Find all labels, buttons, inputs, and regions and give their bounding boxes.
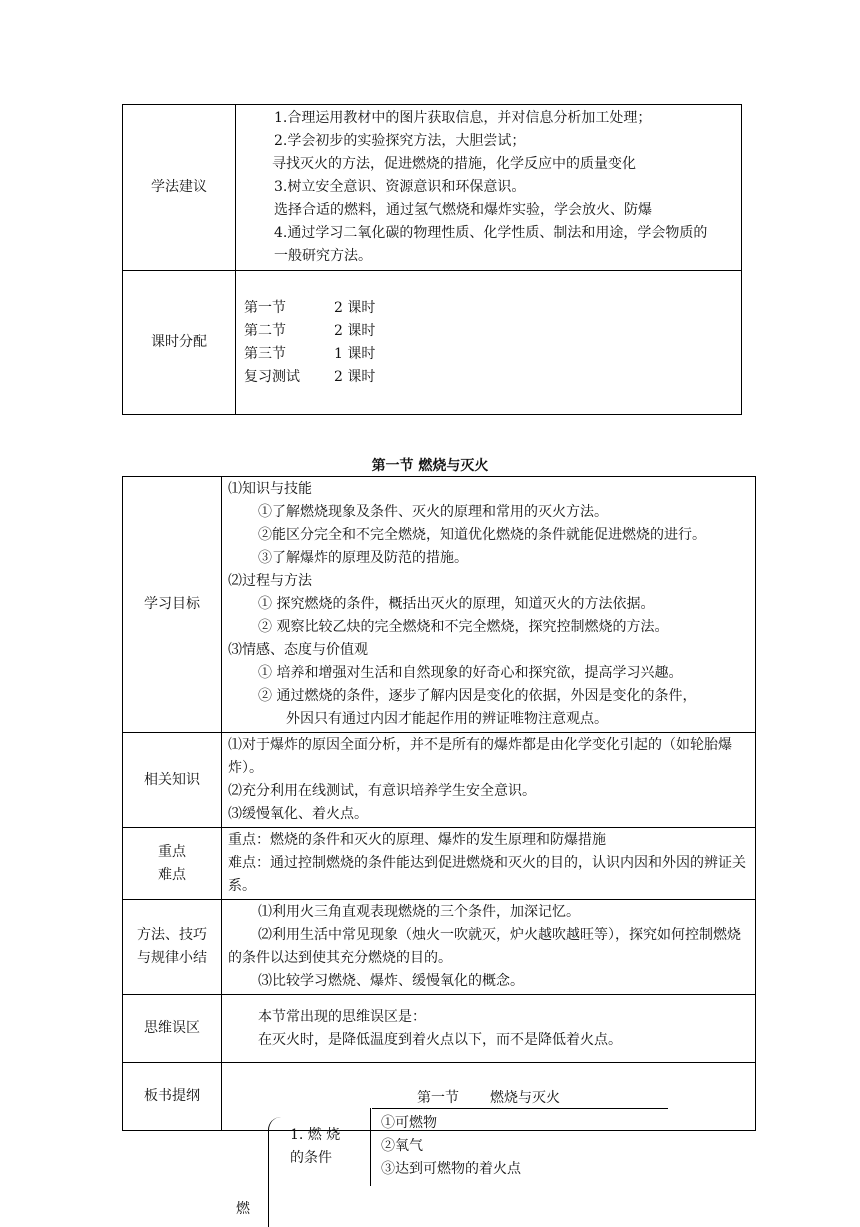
- goal-line: ②能区分完全和不完全燃烧，知道优化燃烧的条件就能促进燃烧的进行。: [258, 527, 706, 543]
- study-suggestion-content: [236, 105, 742, 271]
- goals-content: [222, 477, 756, 733]
- hours-content: [236, 271, 742, 415]
- mistake-line: 在灭火时，是降低温度到着火点以下，而不是降低着火点。: [258, 1031, 622, 1048]
- goal-line: ①了解燃烧现象及条件、灭火的原理和常用的灭火方法。: [258, 504, 608, 520]
- study-line: 3.树立安全意识、资源意识和环保意识。: [274, 179, 526, 195]
- method-label-line: 与规律小结: [137, 950, 207, 966]
- outline-item: ②氧气: [381, 1138, 423, 1154]
- goals-label: 学习目标: [123, 477, 222, 733]
- outline-divider: [370, 1108, 371, 1186]
- lesson-plan-table: [122, 476, 756, 1131]
- outline-condition-line: 1. 燃 烧: [290, 1127, 341, 1143]
- goal-line: ② 通过燃烧的条件，逐步了解内因是变化的依据，外因是变化的条件，: [258, 688, 697, 704]
- outline-condition-line: 的条件: [290, 1150, 332, 1166]
- mistake-line: 本节常出现的思维误区是：: [258, 1008, 426, 1025]
- study-suggestion-label: 学法建议: [123, 105, 236, 271]
- outline-item: ①可燃物: [381, 1115, 437, 1131]
- outline-bracket: [268, 1117, 281, 1227]
- goal-line: ⑵过程与方法: [228, 573, 312, 589]
- study-line: 1.合理运用教材中的图片获取信息，并对信息分析加工处理；: [274, 110, 652, 126]
- study-line: 一般研究方法。: [274, 248, 372, 264]
- method-label: [123, 900, 222, 995]
- study-hours-table: [122, 104, 742, 415]
- goal-line: ② 观察比较乙炔的完全燃烧和不完全燃烧，探究控制燃烧的方法。: [258, 619, 669, 635]
- method-line: ⑵利用生活中常见现象（烛火一吹就灭，炉火越吹越旺等），探究如何控制燃烧的条件以达到使其充分燃烧的目的。: [228, 927, 741, 966]
- key-line: 难点：通过控制燃烧的条件能达到促进燃烧和灭火的目的，认识内因和外因的辨证关系。: [228, 855, 746, 894]
- goal-line: ⑴知识与技能: [228, 481, 312, 497]
- method-content: [222, 900, 756, 995]
- outline-top-line: [372, 1108, 668, 1109]
- board-content: [222, 1063, 756, 1131]
- hours-row: 第一节 2 课时: [244, 299, 376, 316]
- key-label: [123, 828, 222, 900]
- related-label: 相关知识: [123, 733, 222, 828]
- outline-side-char: 燃: [236, 1201, 250, 1217]
- study-line: 选择合适的燃料，通过氢气燃烧和爆炸实验，学会放火、防爆: [274, 202, 652, 218]
- key-line: 重点：燃烧的条件和灭火的原理、爆炸的发生原理和防爆措施: [228, 832, 606, 848]
- study-line: 4.通过学习二氧化碳的物理性质、化学性质、制法和用途，学会物质的: [274, 225, 708, 241]
- goal-line: ③了解爆炸的原理及防范的措施。: [258, 550, 468, 566]
- hours-schedule: [244, 297, 733, 389]
- related-content: [222, 733, 756, 828]
- study-line: 2.学会初步的实验探究方法，大胆尝试；: [274, 133, 526, 149]
- goal-line: ① 探究燃烧的条件，概括出灭火的原理，知道灭火的方法依据。: [258, 596, 655, 612]
- board-title-part: 第一节: [417, 1089, 460, 1106]
- hours-label: 课时分配: [123, 271, 236, 415]
- mistake-label: 思维误区: [123, 995, 222, 1063]
- hours-row: 复习测试 2 课时: [244, 368, 376, 385]
- goal-line: ① 培养和增强对生活和自然现象的好奇心和探究欲，提高学习兴趣。: [258, 665, 683, 681]
- method-line: ⑴利用火三角直观表现燃烧的三个条件，加深记忆。: [258, 904, 580, 920]
- method-label-line: 方法、技巧: [137, 927, 207, 943]
- hours-row: 第二节 2 课时: [244, 322, 376, 339]
- hours-row: 第三节 1 课时: [244, 345, 376, 362]
- section-title: 第一节 燃烧与灭火: [371, 458, 489, 474]
- key-label-line: 重点: [158, 843, 186, 860]
- board-label: 板书提纲: [123, 1063, 222, 1131]
- key-content: [222, 828, 756, 900]
- outline-item: ③达到可燃物的着火点: [381, 1161, 521, 1177]
- goal-line: 外因只有通过内因才能起作用的辨证唯物注意观点。: [286, 711, 608, 727]
- study-line: 寻找灭火的方法，促进燃烧的措施，化学反应中的质量变化: [272, 156, 636, 172]
- goal-line: ⑶情感、态度与价值观: [228, 642, 368, 658]
- related-line: ⑶缓慢氧化、着火点。: [228, 806, 368, 822]
- board-title-part: 燃烧与灭火: [489, 1089, 560, 1106]
- related-line: ⑵充分利用在线测试，有意识培养学生安全意识。: [228, 783, 536, 799]
- mistake-content: [222, 995, 756, 1063]
- key-label-line: 难点: [158, 866, 186, 883]
- method-line: ⑶比较学习燃烧、爆炸、缓慢氧化的概念。: [258, 973, 524, 989]
- related-line: ⑴对于爆炸的原因全面分析，并不是所有的爆炸都是由化学变化引起的（如轮胎爆炸）。: [228, 737, 732, 776]
